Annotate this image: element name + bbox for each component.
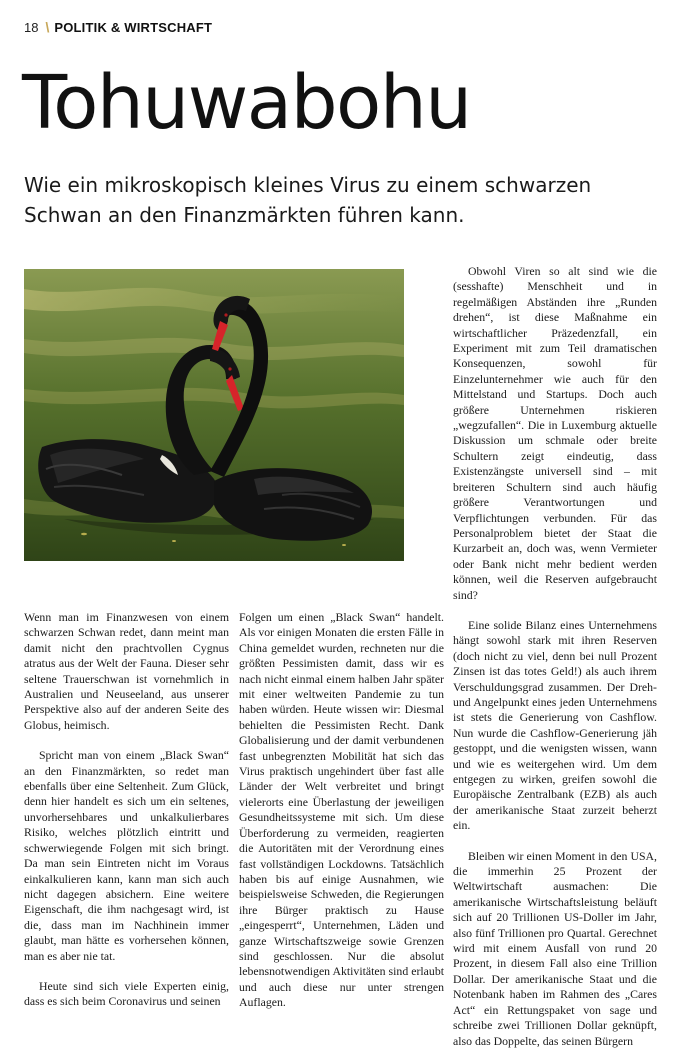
paragraph: Wenn man im Finanzwesen von einem schwarzen Schwan redet, dann meint man damit nicht den prachtvollen Cygnus atratus aus der Welt der Fauna. Dieser sehr seltene Trauerschwan ist vornehmlich in Australien und Neuseeland, aus unserer Perspektive also auf der anderen Seite des Globus, heimisch. <box>24 610 229 732</box>
paragraph: Spricht man von einem „Black Swan“ an den Finanzmärkten, so redet man ebenfalls über eine Seltenheit. Zum Glück, denn hier handelt es sich um ein seltenes, unvorhersehbares und unkalkulierbares Risiko, welches plötzlich eintritt und schwerwiegende Folgen mit sich bringt. Da man sein Eintreten nicht im Voraus einkalkulieren kann, kann man sich auch nicht dagegen absichern. Eine weitere Eigenschaft, die ihm nachgesagt wird, ist die, dass man im Nachhinein immer glaubt, man hätte es vorhersehen können, man es aber nie tat. <box>24 748 229 963</box>
paragraph: Eine solide Bilanz eines Unternehmens hängt sowohl stark mit ihren Reserven (doch nicht zu viel, denn bei null Prozent Zinsen ist das totes Geld!) als auch ihrem Verschuldungsgrad zusammen. Der Dreh- und Angelpunkt eines jeden Unternehmens ist stets die Generierung von Cashflow. Nun wurde die Cashflow-Generierung jäh gestoppt, und die wenigsten wissen, wann und wie es weitergehen wird. Um dem entgegen zu wirken, greifen sowohl die Europäische Zentralbank (EZB) als auch der amerikanische Staat zurzeit beherzt ein. <box>453 617 657 833</box>
paragraph: Obwohl Viren so alt sind wie die (sesshafte) Menschheit und in regelmäßigen Abständen ihre „Runden drehen“, ist diese Maßnahme ein wirtschaftlicher Präzedenzfall, ein Experiment mit zum Teil dramatischen Konsequenzen, sowohl für Einzelunternehmer wie auch für den Mittelstand und Startups. Doch auch größere Unternehmen riskieren „wegzufallen“. Die in Luxemburg aktuelle Diskussion um schmale oder breite Schultern zeigt eindeutig, dass Existenzängste universell sind – mit breiteren Schultern sind auch häufig größere Verantwortungen und Verpflichtungen verbunden. Für das Personalproblem bietet der Staat die Kurzarbeit an, doch was, wenn Vermieter oder Bank nicht mehr bedient werden können, weil die Reserven aufgebraucht sind? <box>453 264 657 602</box>
section-label: POLITIK & WIRTSCHAFT <box>54 19 213 35</box>
page-number: 18 <box>24 19 39 35</box>
article-title: Tohuwabohu <box>22 60 471 146</box>
article-column-1 <box>24 610 229 1010</box>
paragraph: Bleiben wir einen Moment in den USA, die immerhin 25 Prozent der Weltwirtschaft ausmachen: Die amerikanische Wirtschaftsleistung beläuft sich auf 20 Trillionen US-Doller im Jahr, also fünf Trillionen pro Quartal. Gerechnet wird mit einem Ausfall von rund 20 Prozent, in diesem Fall also eine Trillion Dollar. Der amerikanische Staat und die Notenbank haben im Rahmen des „Cares Act“ ein Rettungspaket von sage und schreibe zwei Trillionen Dollar geknüpft, also das Doppelte, das seinen Bürgern <box>453 848 657 1048</box>
header-separator-icon: \ <box>45 19 50 35</box>
article-column-3 <box>453 264 657 1049</box>
paragraph: Folgen um einen „Black Swan“ handelt. Als vor einigen Monaten die ersten Fälle in China gemeldet wurden, rechneten nur die größten Pessimisten damit, dass wir es nach nicht einmal einem halben Jahr später mit einer weltweiten Pandemie zu tun haben würden. Heute wissen wir: Diesmal behielten die Pessimisten Recht. Dank Globalisierung und der damit verbundenen fast unbegrenzten Mobilität hat sich das Virus praktisch ungehindert über fast alle Länder der Welt verbreitet und bringt vielerorts eine Überlastung der jeweiligen Gesundheitssysteme mit sich. Um diese Überforderung zu vermeiden, reagierten die Autoritäten mit der Verordnung eines fast vollständigen Lockdowns. Tatsächlich haben bis auf einige Ausnahmen, wie beispielsweise Schweden, die Regierungen ihre Bürger praktisch zu Hause „eingesperrt“, Unternehmen, Läden und ganze Wirtschaftszweige sowie Grenzen sind geschlossen. Nur die absolut lebensnotwendigen Aktivitäten sind erlaubt und auch diese nur unter strengen Auflagen. <box>239 610 444 1010</box>
article-subtitle: Wie ein mikroskopisch kleines Virus zu einem schwarzen Schwan an den Finanzmärkten führen kann. <box>24 173 592 227</box>
page-header <box>24 17 212 37</box>
article-column-2 <box>239 610 444 1011</box>
black-swans-photo <box>24 269 404 561</box>
paragraph: Heute sind sich viele Experten einig, dass es sich beim Coronavirus und seinen <box>24 978 229 1009</box>
